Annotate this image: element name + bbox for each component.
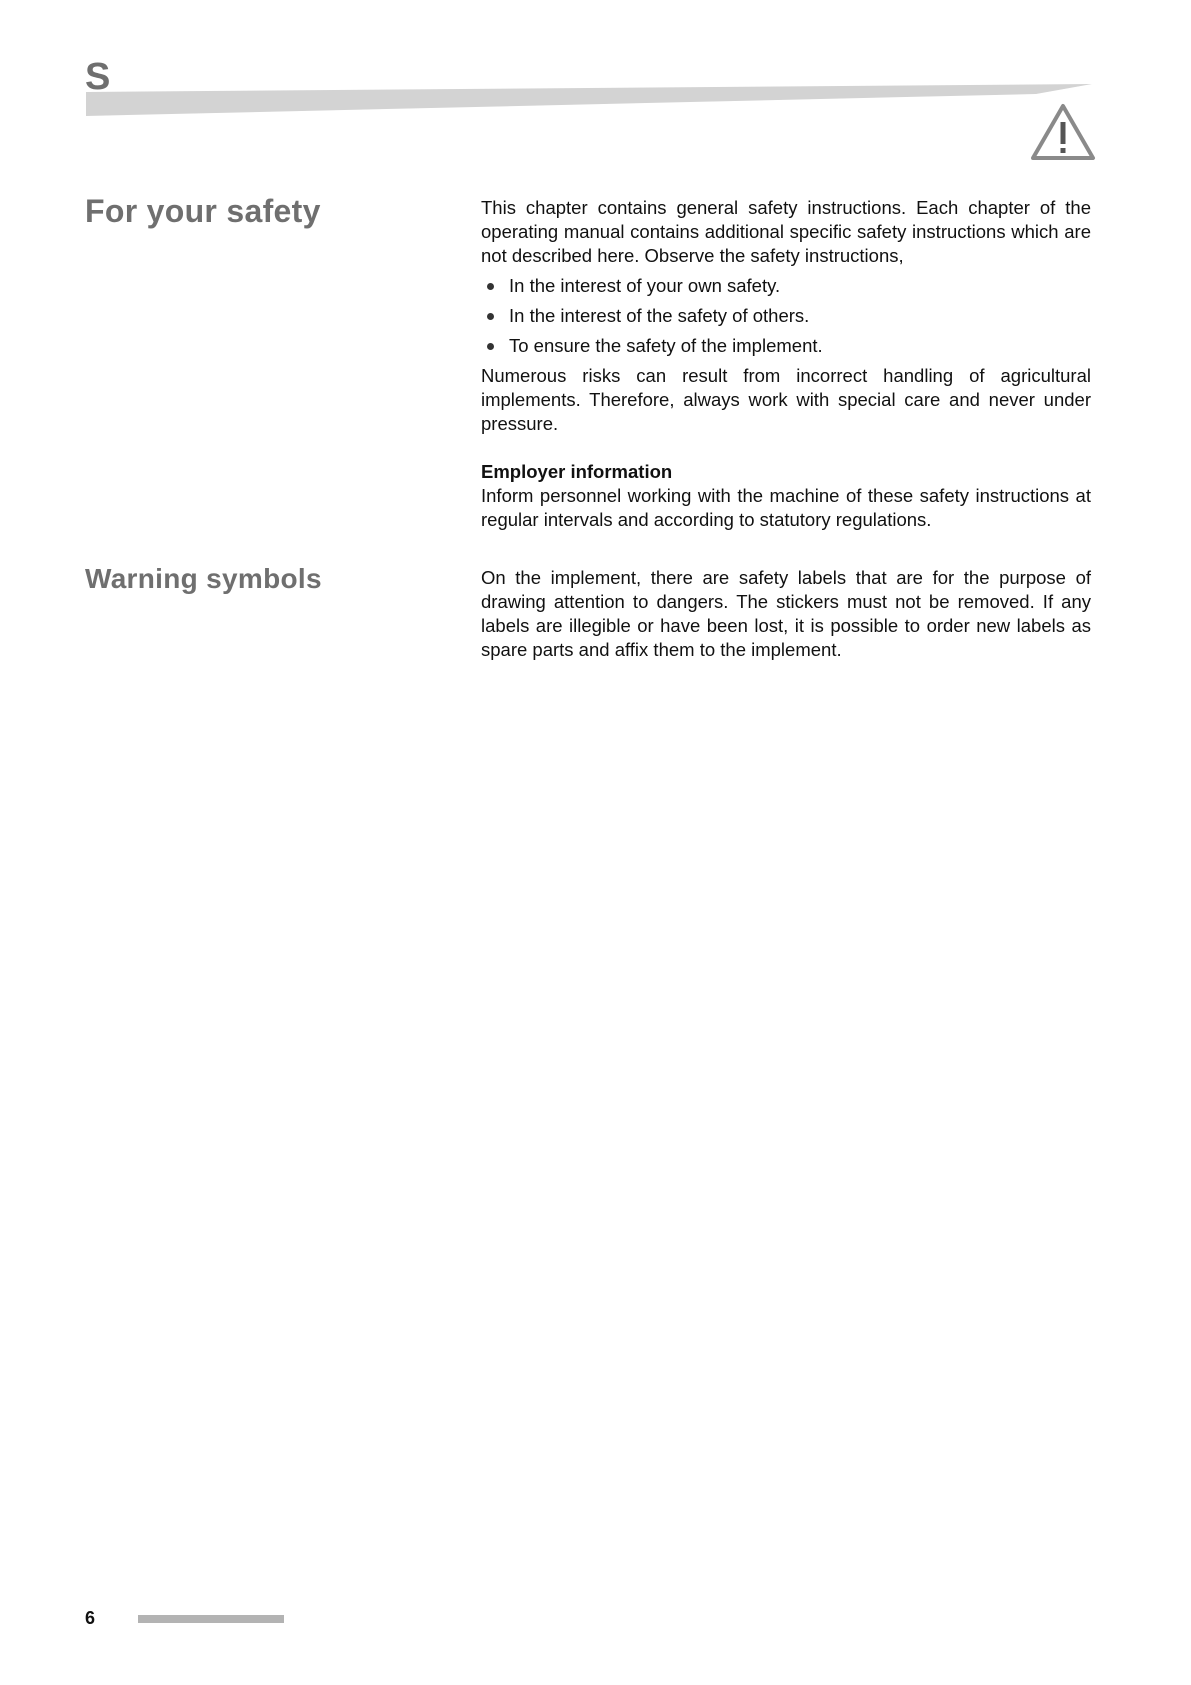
bullet-icon <box>487 343 494 350</box>
safety-intro: This chapter contains general safety instructions. Each chapter of the operating manual contains additional specific safety instructions which are not described here. Observe the safety instructions, <box>481 197 1091 266</box>
list-item <box>481 274 1091 298</box>
warning-text-column <box>481 566 1091 662</box>
list-item <box>481 334 1091 358</box>
risks-paragraph: Numerous risks can result from incorrect handling of agricultural implements. Therefore, always work with special care and never under pressure. <box>481 365 1091 434</box>
bullet-icon <box>487 283 494 290</box>
footer-bar <box>138 1615 284 1623</box>
bullet-icon <box>487 313 494 320</box>
header-bar <box>86 84 1092 118</box>
chapter-letter: S <box>85 56 111 98</box>
employer-information-text: Inform personnel working with the machine of these safety instructions at regular intervals and according to statutory regulations. <box>481 485 1091 530</box>
employer-information-heading: Employer information <box>481 461 673 482</box>
warning-symbols-heading: Warning symbols <box>85 563 322 594</box>
page-number: 6 <box>85 1608 96 1628</box>
safety-bullet-list <box>481 274 1091 358</box>
bullet-text: To ensure the safety of the implement. <box>509 335 823 356</box>
warning-symbols-text: On the implement, there are safety labels that are for the purpose of drawing attention to dangers. The stickers must not be removed. If any labels are illegible or have been lost, it is possible to order new labels as spare parts and affix them to the implement. <box>481 567 1091 660</box>
safety-text-column <box>481 196 1091 532</box>
list-item <box>481 304 1091 328</box>
for-your-safety-heading: For your safety <box>85 193 321 229</box>
bullet-text: In the interest of the safety of others. <box>509 305 810 326</box>
bullet-text: In the interest of your own safety. <box>509 275 781 296</box>
